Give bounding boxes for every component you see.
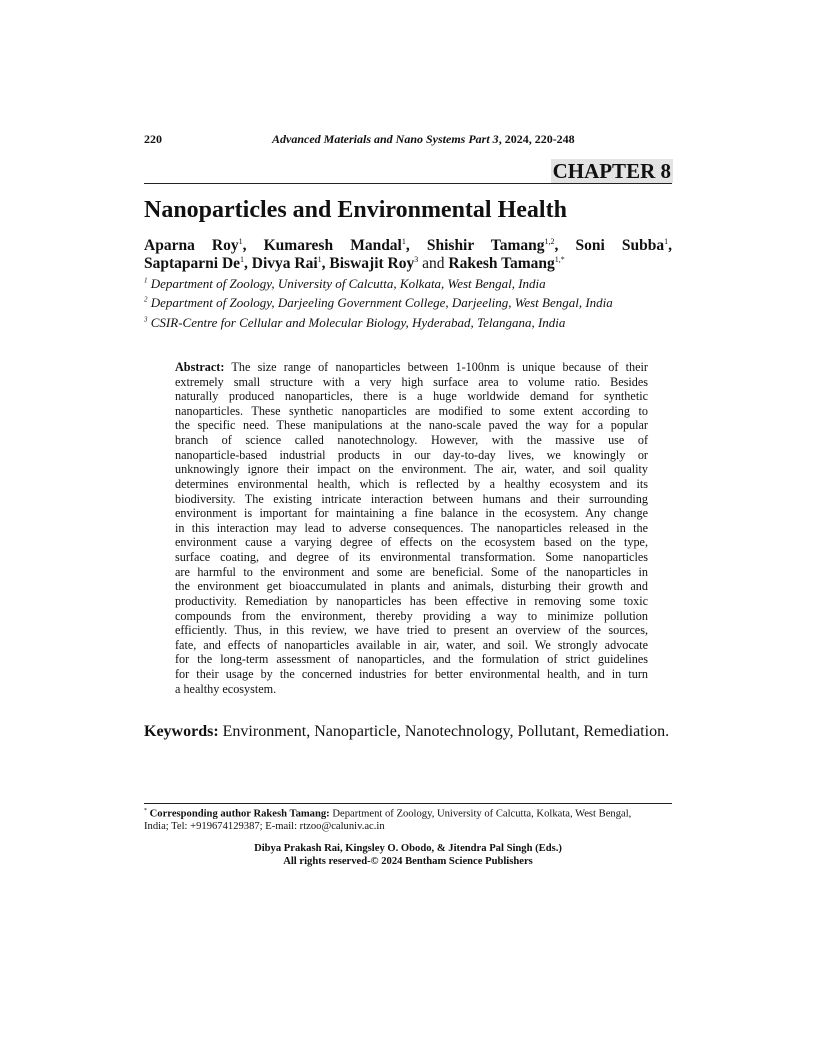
keywords [144, 723, 669, 741]
author: Soni Subba$^1$, [575, 237, 672, 255]
author: Kumaresh Mandal$^1$, [263, 237, 410, 255]
keywords-text: Environment, Nanoparticle, Nanotechnology, Pollutant, Remediation. [218, 723, 670, 740]
abstract-line: in this interaction may lead to adverse consequences. The nanoparticles released in the [175, 520, 648, 535]
copyright: All rights reserved-© 2024 Bentham Science Publishers [283, 856, 533, 867]
abstract-line: determines environmental health, which is reflected by a healthy ecosystem and its [175, 476, 648, 491]
affiliation: $^1$ Department of Zoology, University of Calcutta, Kolkata, West Bengal, India [144, 276, 546, 291]
author: Rakesh Tamang$^{1,*}$ [448, 255, 565, 273]
journal-details: , 2024, 220-248 [498, 132, 575, 146]
author: Divya Rai$^1$, [251, 255, 326, 273]
abstract-line: productivity. Remediation by nanoparticles has been effective in removing some toxic [175, 593, 648, 608]
abstract-line: the environment get bioaccumulated in plants and animals, disturbing their growth and [175, 579, 648, 594]
abstract-line: compounds from the environment, thereby providing a way to minimize pollution [175, 608, 648, 623]
author: Saptaparni De$^1$, [144, 255, 248, 273]
abstract-label: Abstract: [175, 360, 225, 374]
abstract-line: environment is important for maintaining a fine balance in the ecosystem. Any change [175, 506, 648, 521]
chapter-label: CHAPTER 8 [552, 159, 671, 183]
abstract-line: surface coating, and degree of its environmental transformation. Some nanoparticles [175, 550, 648, 565]
affiliation: $^3$ CSIR-Centre for Cellular and Molecular Biology, Hyderabad, Telangana, India [144, 315, 566, 330]
abstract-line: fate, and effects of nanoparticles available in air, water, and soil. We strongly advocate [175, 637, 648, 652]
footnote-line-1: * Corresponding author Rakesh Tamang: Department of Zoology, University of Calcutta, Kolkata, West Bengal, [144, 808, 632, 820]
editors: Dibya Prakash Rai, Kingsley O. Obodo, & Jitendra Pal Singh (Eds.) [254, 843, 562, 854]
journal-title: Advanced Materials and Nano Systems Part 3 [272, 132, 499, 146]
chapter-title: Nanoparticles and Environmental Health [144, 197, 567, 223]
abstract-line: Abstract: The size range of nanoparticles between 1-100nm is unique because of their [175, 360, 648, 374]
footnote-rule [144, 803, 672, 804]
page-number: 220 [144, 132, 162, 146]
header-rule [144, 183, 672, 184]
abstract-line: biodiversity. The existing intricate interaction between humans and their surrounding [175, 491, 648, 506]
abstract-line: nanoparticles. These synthetic nanoparticles are modified to some extent according to [175, 403, 648, 418]
abstract-line: for the long-term assessment of nanoparticles, and the formulation of strict guidelines [175, 652, 648, 667]
authors-line-1 [144, 237, 672, 255]
authors-and: and [422, 255, 445, 273]
abstract-line: unknowingly ignore their impact on the environment. The air, water, and soil quality [175, 462, 648, 477]
abstract-line: extremely small structure with a very high surface area to volume ratio. Besides [175, 374, 648, 389]
keywords-label: Keywords: [144, 723, 219, 740]
running-header [272, 132, 575, 147]
author: Shishir Tamang$^{1,2}$, [426, 237, 559, 255]
abstract-line: a healthy ecosystem. [175, 681, 277, 696]
abstract-line: naturally produced nanoparticles, there is a huge worldwide demand for synthetic [175, 389, 648, 404]
abstract-line: for their usage by the concerned industries for better environmental health, and in turn [175, 667, 648, 682]
abstract-line: are harmful to the environment and some are beneficial. Some of the nanoparticles in [175, 564, 648, 579]
author: Aparna Roy$^1$, [144, 237, 247, 255]
abstract-line: the specific need. These manipulations at the nano-scale paved the way for a popular [175, 418, 648, 433]
footnote-line-2: India; Tel: +919674129387; E-mail: rtzoo@caluniv.ac.in [144, 821, 385, 832]
affiliation: $^2$ Department of Zoology, Darjeeling Government College, Darjeeling, West Bengal, India [144, 295, 613, 310]
abstract-line: efficiently. Thus, in this review, we have tried to present an overview of the sources, [175, 623, 648, 638]
abstract-line: environment cause a varying degree of effects on the ecosystem based on the type, [175, 535, 648, 550]
abstract-line: branch of science called nanotechnology. However, with the massive use of [175, 433, 648, 448]
abstract-line: nanoparticle-based industrial products in our day-to-day lives, we knowingly or [175, 447, 648, 462]
authors-line-2 [144, 255, 565, 273]
author: Biswajit Roy$^3$ [329, 255, 419, 273]
